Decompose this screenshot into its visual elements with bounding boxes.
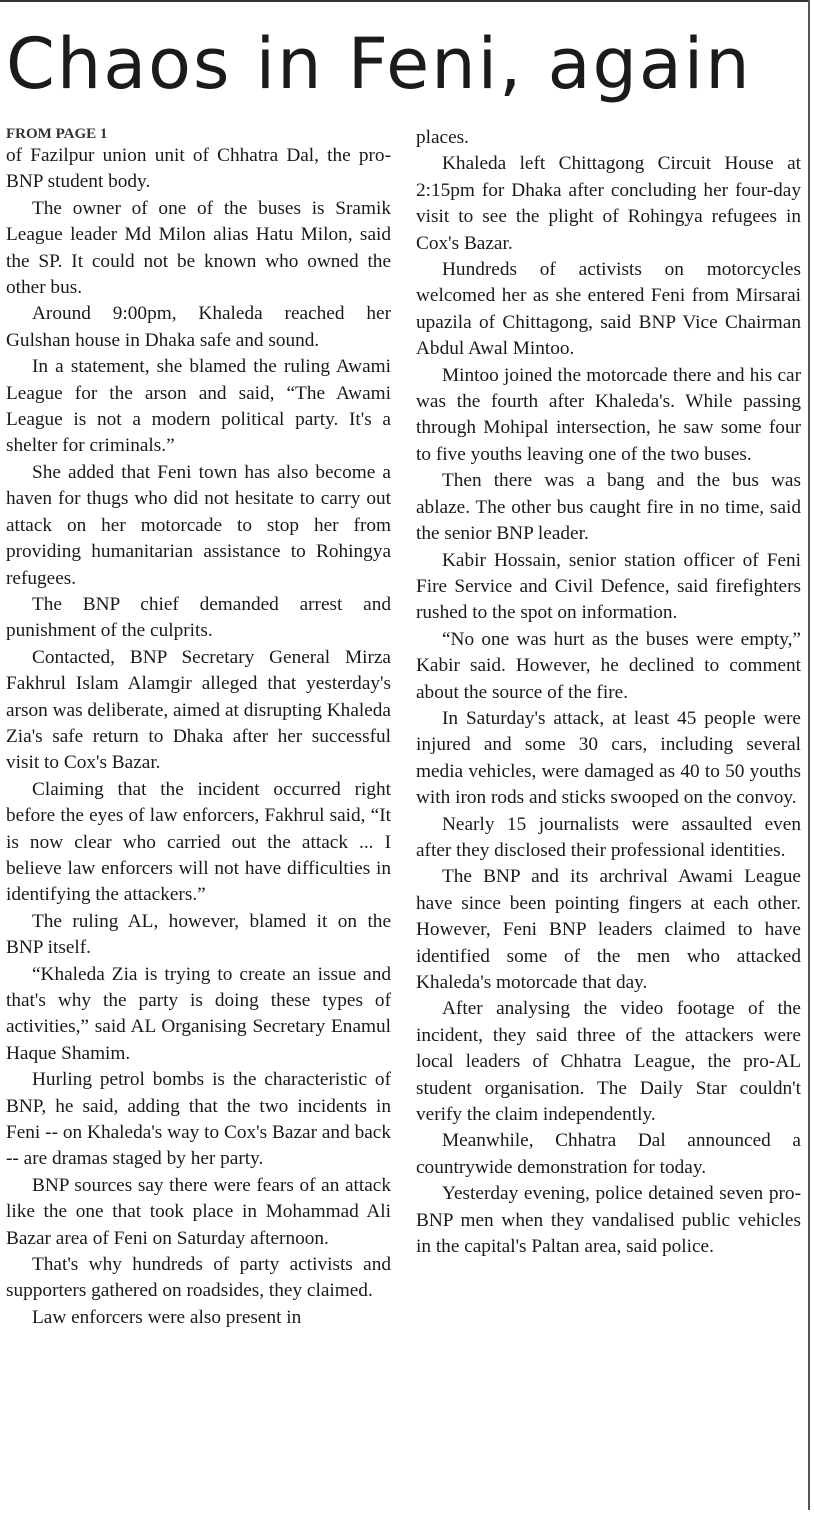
right-column: [416, 125, 801, 1260]
paragraph: Hundreds of activists on motorcycles welcomed her as she entered Feni from Mirsarai upazila of Chittagong, said BNP Vice Chairman Abdul Awal Mintoo.: [416, 259, 801, 360]
paragraph: BNP sources say there were fears of an attack like the one that took place in Mohammad Ali Bazar area of Feni on Saturday afternoon.: [6, 1174, 391, 1249]
paragraph: “Khaleda Zia is trying to create an issue and that's why the party is doing these types of activities,” said AL Organising Secretary Enamul Haque Shamim.: [6, 963, 391, 1064]
paragraph: Nearly 15 journalists were assaulted even after they disclosed their professional identities.: [416, 813, 801, 861]
dateline: FROM PAGE 1: [6, 126, 108, 142]
paragraph: Contacted, BNP Secretary General Mirza Fakhrul Islam Alamgir alleged that yesterday's arson was deliberate, aimed at disrupting Khaleda Zia's safe return to Dhaka after her successful visit to Cox's Bazar.: [6, 646, 391, 774]
paragraph: places.: [416, 127, 469, 148]
paragraph: Then there was a bang and the bus was ablaze. The other bus caught fire in no time, said the senior BNP leader.: [416, 470, 801, 545]
headline: Chaos in Feni, again: [6, 23, 752, 105]
paragraph: In Saturday's attack, at least 45 people were injured and some 30 cars, including several media vehicles, were damaged as 40 to 50 youths with iron rods and sticks swooped on the convoy.: [416, 707, 801, 809]
paragraph: Law enforcers were also present in: [32, 1306, 302, 1328]
paragraph: Khaleda left Chittagong Circuit House at 2:15pm for Dhaka after concluding her four-day visit to see the plight of Rohingya refugees in Cox's Bazar.: [416, 153, 801, 254]
top-rule: [0, 0, 808, 2]
paragraph: Hurling petrol bombs is the characteristic of BNP, he said, adding that the two incidents in Feni -- on Khaleda's way to Cox's Bazar and back -- are dramas staged by her party.: [6, 1069, 391, 1170]
paragraph: The BNP and its archrival Awami League have since been pointing fingers at each other. However, Feni BNP leaders claimed to have identified some of the men who attacked Khaleda's motorcade that day.: [416, 866, 801, 993]
paragraph: of Fazilpur union unit of Chhatra Dal, the pro-BNP student body.: [6, 145, 391, 193]
paragraph: Meanwhile, Chhatra Dal announced a countrywide demonstration for today.: [416, 1130, 801, 1178]
paragraph: After analysing the video footage of the incident, they said three of the attackers were local leaders of Chhatra League, the pro-AL student organisation. The Daily Star couldn't verify the claim independently.: [416, 998, 801, 1126]
paragraph: The ruling AL, however, blamed it on the BNP itself.: [6, 910, 391, 959]
paragraph: In a statement, she blamed the ruling Awami League for the arson and said, “The Awami League is not a modern political party. It's a shelter for criminals.”: [6, 356, 391, 457]
paragraph: Mintoo joined the motorcade there and his car was the fourth after Khaleda's. While passing through Mohipal intersection, he saw some four to five youths leaving one of the two buses.: [416, 364, 801, 465]
paragraph: She added that Feni town has also become a haven for thugs who did not hesitate to carry out attack on her motorcade to stop her from providing humanitarian assistance to Rohingya refugees.: [6, 461, 391, 589]
paragraph: The owner of one of the buses is Sramik League leader Md Milon alias Hatu Milon, said the SP. It could not be known who owned the other bus.: [6, 197, 391, 299]
paragraph: The BNP chief demanded arrest and punishment of the culprits.: [6, 593, 391, 642]
paragraph: That's why hundreds of party activists and supporters gathered on roadsides, they claimed.: [6, 1254, 391, 1302]
paragraph: Around 9:00pm, Khaleda reached her Gulshan house in Dhaka safe and sound.: [6, 303, 391, 351]
paragraph: “No one was hurt as the buses were empty,” Kabir said. However, he declined to comment about the source of the fire.: [416, 628, 801, 703]
column-rule: [808, 0, 810, 1510]
paragraph: Yesterday evening, police detained seven pro-BNP men when they vandalised public vehicles in the capital's Paltan area, said police.: [416, 1183, 801, 1258]
paragraph: Kabir Hossain, senior station officer of Feni Fire Service and Civil Defence, said firefighters rushed to the spot on information.: [416, 549, 801, 624]
paragraph: Claiming that the incident occurred right before the eyes of law enforcers, Fakhrul said, “It is now clear who carried out the attack ... I believe law enforcers will not have difficulties in identifying the attackers.”: [6, 778, 391, 906]
left-column: [6, 125, 391, 1331]
